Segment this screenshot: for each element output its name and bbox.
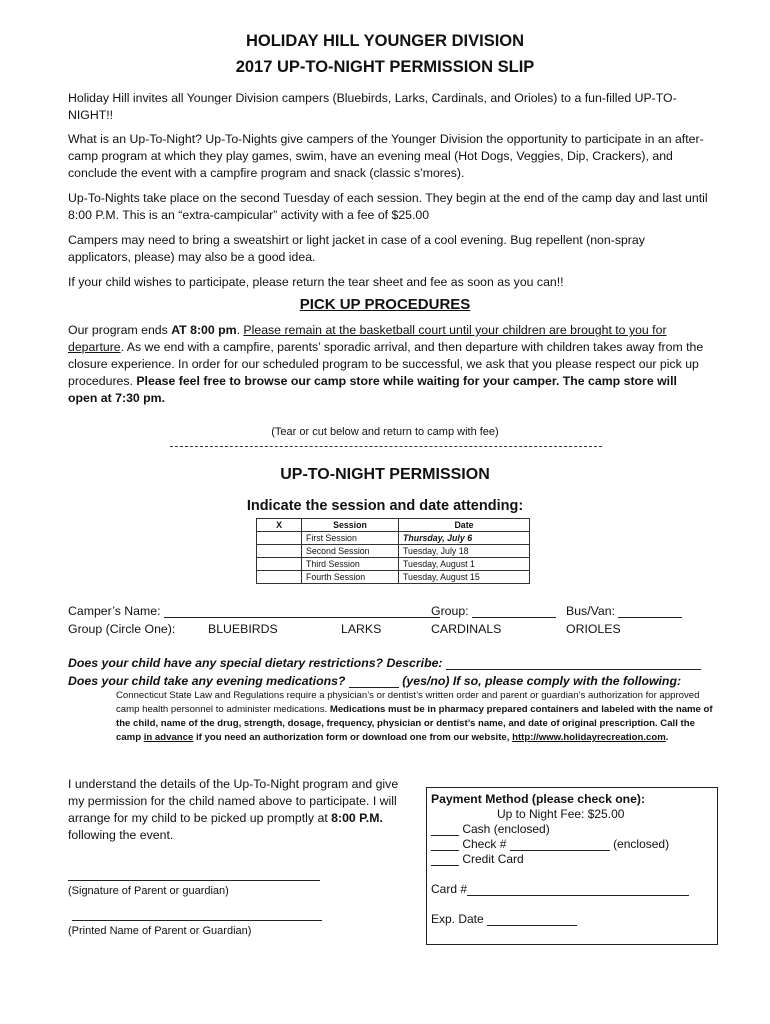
signature-label: (Signature of Parent or guardian) bbox=[68, 885, 229, 897]
intro-paragraph-2: What is an Up-To-Night? Up-To-Nights give campers of the Younger Division the opportunity to participate in an after-camp program at which they play games, swim, have an evening meal (Hot Dogs, Veggies, Dip, Crackers), and conclude the event with a campfire program and snack (classic s’mores). bbox=[68, 132, 704, 180]
card-label: Card # bbox=[431, 882, 468, 896]
camper-name-row bbox=[68, 604, 440, 618]
consent-text: I understand the details of the Up-To-Night program and give my permission for the child named above to participate. I will arrange for my child to be picked up promptly at bbox=[68, 777, 399, 825]
medication-advance: in advance bbox=[143, 732, 194, 743]
exp-date-row bbox=[431, 912, 577, 926]
session-checkbox-cell[interactable] bbox=[257, 571, 302, 584]
session-table bbox=[256, 518, 530, 584]
group-option-cardinals[interactable]: CARDINALS bbox=[431, 622, 502, 636]
group-label: Group: bbox=[431, 604, 469, 618]
group-row bbox=[431, 604, 556, 618]
session-checkbox-cell[interactable] bbox=[257, 558, 302, 571]
credit-check-field[interactable] bbox=[431, 853, 459, 866]
cash-check-field[interactable] bbox=[431, 823, 459, 836]
payment-fee: Up to Night Fee: $25.00 bbox=[497, 807, 625, 821]
table-header-x: X bbox=[257, 519, 302, 532]
intro-paragraph-5: If your child wishes to participate, please return the tear sheet and fee as soon as you can!! bbox=[68, 275, 564, 289]
med-followup: (yes/no) If so, please comply with the following: bbox=[402, 674, 682, 688]
consent-text-end: following the event. bbox=[68, 828, 174, 842]
permission-subheading: Indicate the session and date attending: bbox=[246, 498, 524, 514]
pickup-store-notice: Please feel free to browse our camp store while waiting for your camper. The camp store will open at 7:30 pm. bbox=[68, 374, 677, 405]
busvan-label: Bus/Van: bbox=[566, 604, 615, 618]
group-option-larks[interactable]: LARKS bbox=[341, 622, 382, 636]
intro-paragraph-3: Up-To-Nights take place on the second Tuesday of each session. They begin at the end of the camp day and last until 8:00 P.M. This is an “extra-campicular” activity with a fee of $25.00 bbox=[68, 191, 708, 222]
consent-time: 8:00 P.M. bbox=[331, 811, 383, 825]
intro-paragraph-4: Campers may need to bring a sweatshirt or light jacket in case of a cool evening. Bug repellent (non-spray applicators, please) may also be a good idea. bbox=[68, 233, 645, 264]
table-row bbox=[257, 545, 530, 558]
website-link[interactable]: http://www.holidayrecreation.com bbox=[512, 732, 666, 743]
medication-period: . bbox=[665, 732, 669, 743]
payment-cash-row bbox=[431, 822, 550, 836]
pickup-text-1: Our program ends bbox=[68, 323, 172, 337]
card-number-row bbox=[431, 882, 689, 896]
session-date: Tuesday, July 18 bbox=[399, 545, 530, 558]
credit-label: Credit Card bbox=[462, 852, 524, 866]
diet-answer-field[interactable] bbox=[446, 657, 701, 670]
session-date: Tuesday, August 15 bbox=[399, 571, 530, 584]
page-title: HOLIDAY HILL YOUNGER DIVISION bbox=[245, 32, 525, 50]
diet-question: Does your child have any special dietary restrictions? Describe: bbox=[68, 656, 443, 670]
payment-credit-row bbox=[431, 852, 524, 866]
card-number-field[interactable] bbox=[467, 883, 689, 896]
session-name: Third Session bbox=[302, 558, 399, 571]
group-option-orioles[interactable]: ORIOLES bbox=[566, 622, 621, 636]
med-question-row bbox=[68, 674, 681, 688]
med-answer-field[interactable] bbox=[349, 675, 399, 688]
exp-date-field[interactable] bbox=[487, 913, 577, 926]
med-question: Does your child take any evening medications? bbox=[68, 674, 346, 688]
session-checkbox-cell[interactable] bbox=[257, 532, 302, 545]
printed-name-label: (Printed Name of Parent or Guardian) bbox=[68, 925, 252, 937]
table-row bbox=[257, 571, 530, 584]
pickup-paragraph bbox=[68, 322, 708, 407]
table-header-date: Date bbox=[399, 519, 530, 532]
check-label: Check # bbox=[462, 837, 507, 851]
tear-note: (Tear or cut below and return to camp with fee) bbox=[271, 426, 499, 438]
session-name: Second Session bbox=[302, 545, 399, 558]
camper-name-field[interactable] bbox=[164, 605, 440, 618]
table-row bbox=[257, 558, 530, 571]
table-header-session: Session bbox=[302, 519, 399, 532]
exp-label: Exp. Date bbox=[431, 912, 484, 926]
consent-paragraph bbox=[68, 776, 408, 844]
check-number-field[interactable] bbox=[510, 838, 610, 851]
diet-question-row bbox=[68, 656, 701, 670]
check-check-field[interactable] bbox=[431, 838, 459, 851]
page-subtitle: 2017 UP-TO-NIGHT PERMISSION SLIP bbox=[235, 58, 535, 76]
session-date: Tuesday, August 1 bbox=[399, 558, 530, 571]
medication-requirements: Medications must be in pharmacy prepared containers and labeled with the name of the child, name of the drug, strength, dosage, frequency, physician or dentist’s name, and date of original prescription. Call the camp bbox=[116, 704, 713, 743]
group-circle-label: Group (Circle One): bbox=[68, 622, 176, 636]
session-checkbox-cell[interactable] bbox=[257, 545, 302, 558]
table-header-row bbox=[257, 519, 530, 532]
session-name: Fourth Session bbox=[302, 571, 399, 584]
payment-check-row bbox=[431, 837, 669, 851]
session-name: First Session bbox=[302, 532, 399, 545]
printed-name-field[interactable] bbox=[72, 920, 322, 921]
medication-form-text: if you need an authorization form or download one from our website, bbox=[193, 732, 513, 743]
pickup-text-5: . As we end with a campfire, parents’ sporadic arrival, and then departure with children takes away from the closure experience. In order for our scheduled program to be successful, we ask that you please respect our pick up procedures. bbox=[68, 340, 704, 388]
signature-field[interactable] bbox=[68, 880, 320, 881]
medication-notice bbox=[116, 689, 716, 745]
table-row bbox=[257, 532, 530, 545]
pickup-heading: PICK UP PROCEDURES bbox=[299, 296, 471, 313]
busvan-field[interactable] bbox=[618, 605, 682, 618]
cash-label: Cash (enclosed) bbox=[462, 822, 550, 836]
check-enclosed-label: (enclosed) bbox=[613, 837, 670, 851]
pickup-remain-notice: Please remain at the basketball court until your children are brought to you for departure bbox=[68, 323, 667, 354]
pickup-text-3: . bbox=[236, 323, 244, 337]
intro-paragraph-1: Holiday Hill invites all Younger Division campers (Bluebirds, Larks, Cardinals, and Orioles) to a fun-filled UP-TO-NIGHT!! bbox=[68, 91, 677, 122]
tear-line bbox=[170, 446, 602, 447]
medication-law-text: Connecticut State Law and Regulations require a physician’s or dentist’s written order and parent or guardian’s authorization for approved camp health personnel to administer medications. bbox=[116, 690, 700, 715]
permission-heading: UP-TO-NIGHT PERMISSION bbox=[280, 466, 490, 483]
busvan-row bbox=[566, 604, 682, 618]
group-field[interactable] bbox=[472, 605, 556, 618]
group-option-bluebirds[interactable]: BLUEBIRDS bbox=[208, 622, 278, 636]
payment-title: Payment Method (please check one): bbox=[431, 792, 646, 806]
session-date: Thursday, July 6 bbox=[399, 532, 530, 545]
camper-name-label: Camper’s Name: bbox=[68, 604, 161, 618]
pickup-end-time: AT 8:00 pm bbox=[171, 323, 237, 337]
payment-box bbox=[426, 787, 718, 945]
